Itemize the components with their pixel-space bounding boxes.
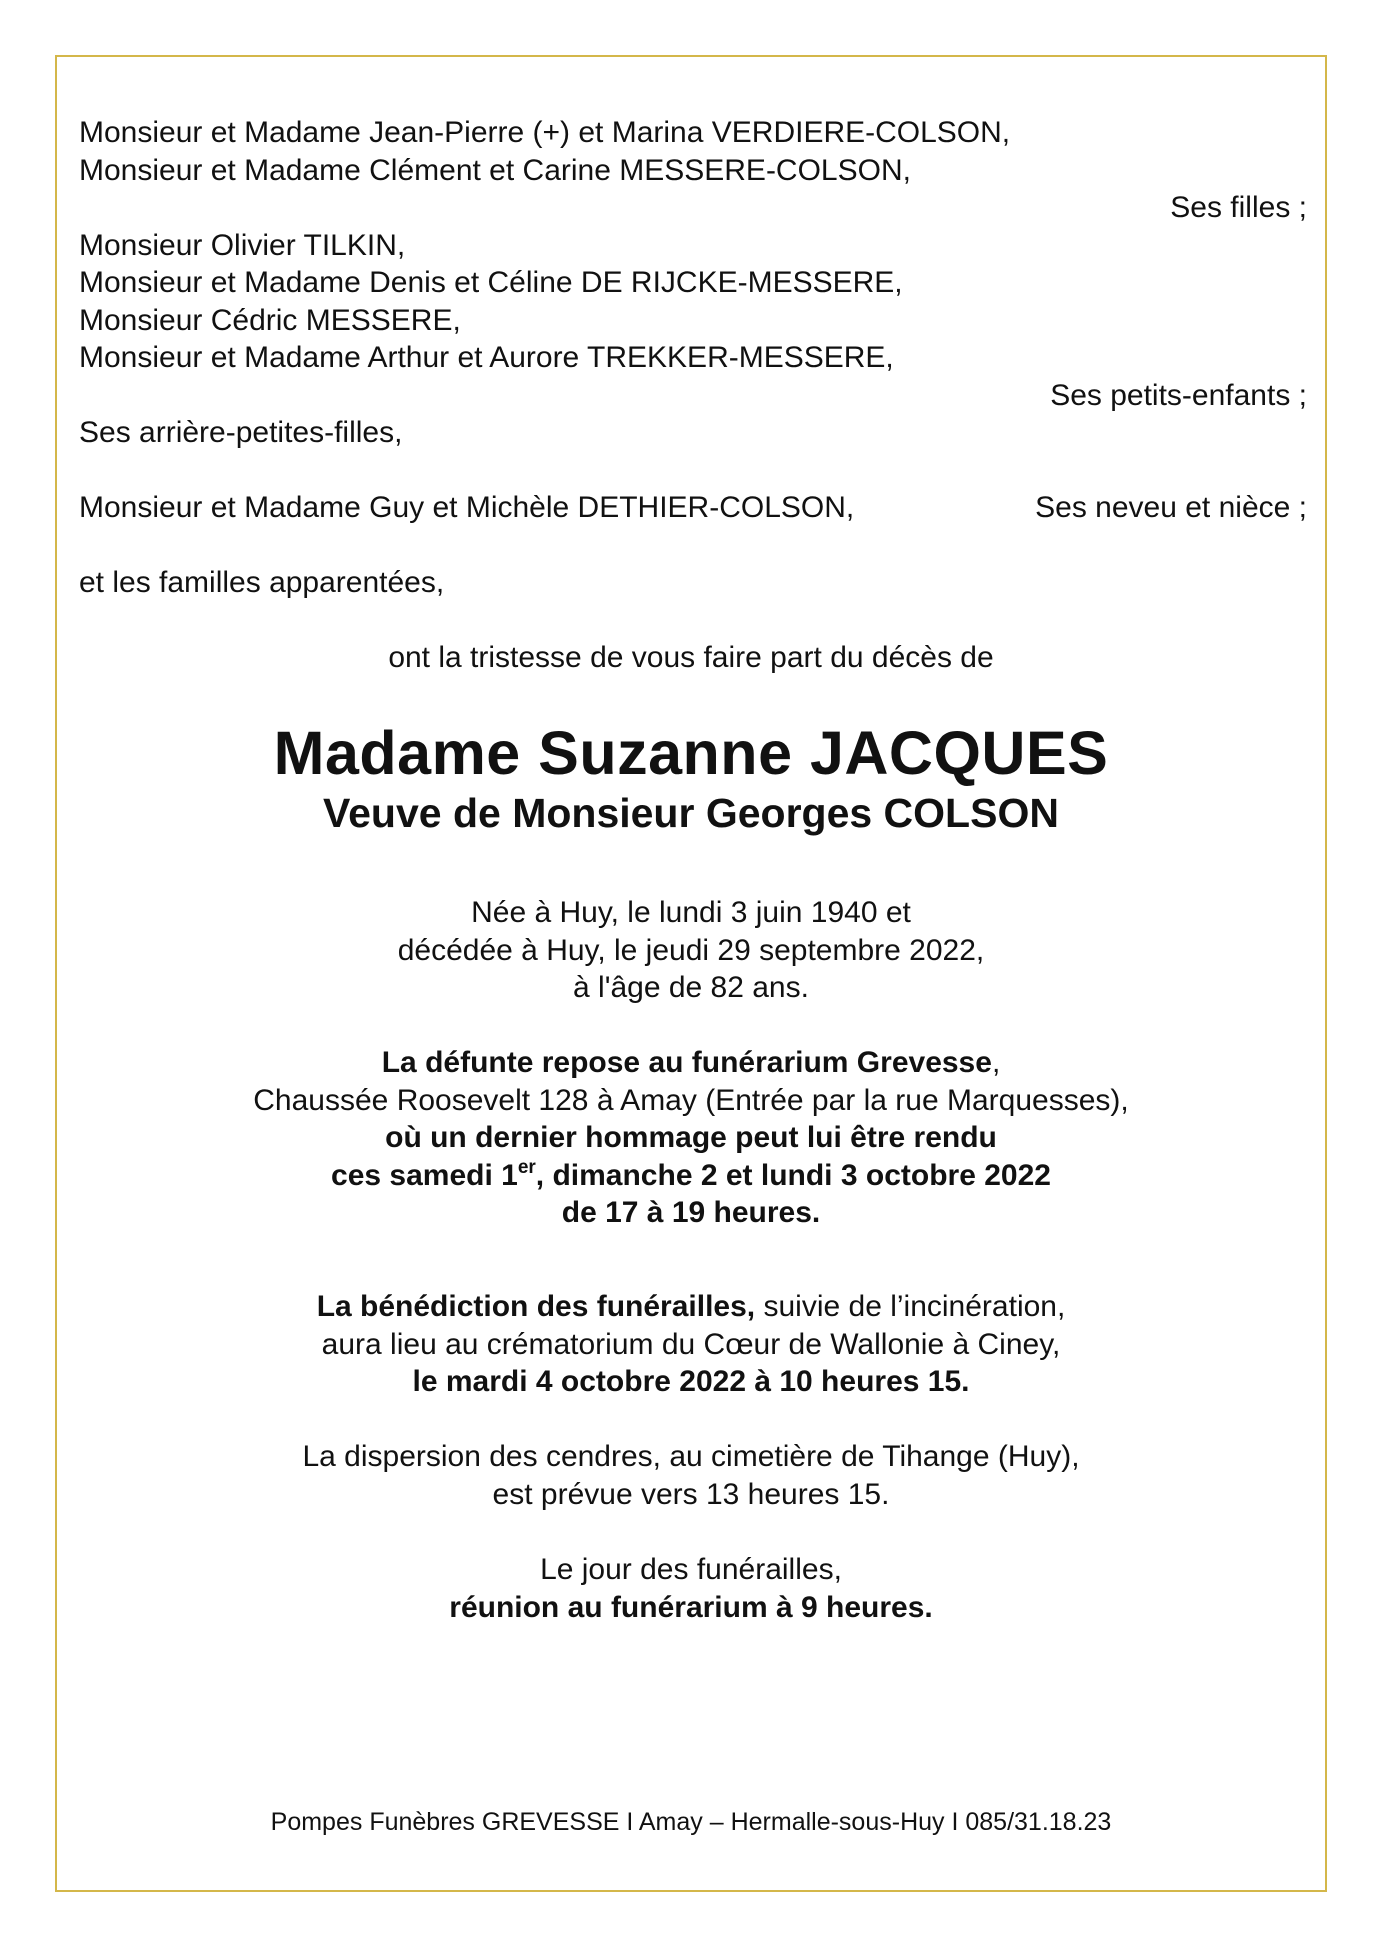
nephew-niece-row xyxy=(79,489,1307,527)
family-line: Monsieur et Madame Clément et Carine MESSERE-COLSON, xyxy=(79,153,911,187)
relation-label-grandchildren: Ses petits-enfants ; xyxy=(1050,378,1307,412)
widow-of: Veuve de Monsieur Georges COLSON xyxy=(323,790,1059,836)
relation-label-nephew-niece: Ses neveu et nièce ; xyxy=(1035,491,1307,524)
dispersion-line-1: La dispersion des cendres, au cimetière de Tihange (Huy), xyxy=(302,1440,1080,1473)
visitation-punct: , xyxy=(991,1046,1001,1079)
family-line: Monsieur Cédric MESSERE, xyxy=(79,303,461,337)
visitation-hours-line xyxy=(55,1194,1327,1232)
meeting-line-1: Le jour des funérailles, xyxy=(540,1553,842,1586)
birth-line: Née à Huy, le lundi 3 juin 1940 et xyxy=(471,896,911,929)
funeral-home-footer: Pompes Funèbres GREVESSE I Amay – Hermalle-sous-Huy I 085/31.18.23 xyxy=(270,1808,1112,1836)
visitation-tribute: où un dernier hommage peut lui être rendu xyxy=(385,1121,997,1154)
deceased-heading xyxy=(55,718,1327,838)
dispersion-line-2: est prévue vers 13 heures 15. xyxy=(492,1477,890,1511)
ceremony-detail: suivie de l’incinération, xyxy=(755,1290,1066,1323)
visitation-block xyxy=(55,1044,1327,1232)
dates-block xyxy=(55,894,1327,1007)
meeting-time: réunion au funérarium à 9 heures. xyxy=(449,1590,933,1624)
dispersion-block xyxy=(55,1438,1327,1513)
meeting-line-2 xyxy=(55,1589,1327,1627)
family-line: Monsieur et Madame Denis et Céline DE RIJCKE-MESSERE, xyxy=(79,266,903,299)
visitation-hours: de 17 à 19 heures. xyxy=(561,1196,821,1229)
family-list xyxy=(79,114,1307,602)
ceremony-line-1 xyxy=(55,1288,1327,1326)
ceremony-location: aura lieu au crématorium du Cœur de Wallonie à Ciney, xyxy=(321,1327,1061,1361)
deceased-name: Madame Suzanne JACQUES xyxy=(273,719,1109,787)
ceremony-date-line xyxy=(55,1363,1327,1401)
ceremony-date: le mardi 4 octobre 2022 à 10 heures 15. xyxy=(412,1365,970,1398)
family-line: Monsieur et Madame Arthur et Aurore TREKKER-MESSERE, xyxy=(79,341,894,374)
ceremony-block xyxy=(55,1288,1327,1401)
family-line: Monsieur Olivier TILKIN, xyxy=(79,228,406,262)
announcement-line: ont la tristesse de vous faire part du décès de xyxy=(388,641,994,674)
family-line: Monsieur et Madame Guy et Michèle DETHIER-COLSON, xyxy=(79,491,855,524)
visitation-date-pre: ces samedi 1 xyxy=(331,1158,518,1192)
visitation-address: Chaussée Roosevelt 128 à Amay (Entrée par la rue Marquesses), xyxy=(253,1083,1129,1117)
age-line: à l'âge de 82 ans. xyxy=(573,971,809,1004)
visitation-location: La défunte repose au funérarium Grevesse xyxy=(381,1046,992,1079)
visitation-date-sup: er xyxy=(517,1156,536,1178)
relation-label-daughters: Ses filles ; xyxy=(1170,191,1307,224)
announcement-text xyxy=(55,639,1327,677)
relation-label-great-granddaughters: Ses arrière-petites-filles, xyxy=(79,416,403,449)
ceremony-title: La bénédiction des funérailles, xyxy=(316,1290,756,1323)
visitation-line-3 xyxy=(55,1119,1327,1157)
visitation-date-post: , dimanche 2 et lundi 3 octobre 2022 xyxy=(535,1158,1051,1192)
death-line: décédée à Huy, le jeudi 29 septembre 2022, xyxy=(397,933,985,967)
meeting-block xyxy=(55,1551,1327,1626)
visitation-line-1 xyxy=(55,1044,1327,1082)
family-line: Monsieur et Madame Jean-Pierre (+) et Marina VERDIERE-COLSON, xyxy=(79,116,1011,149)
related-families: et les familles apparentées, xyxy=(79,566,445,599)
visitation-dates xyxy=(55,1157,1327,1195)
